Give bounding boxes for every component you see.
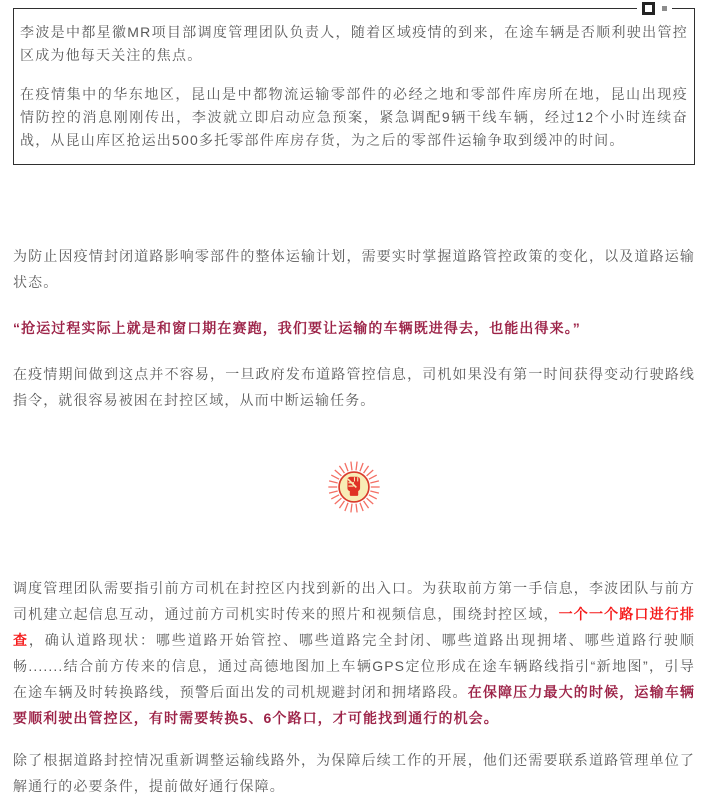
text-segment: 一个一个路口进行排查	[13, 606, 695, 648]
pull-quote: “抢运过程实际上就是和窗口期在赛跑，我们要让运输的车辆既进得去，也能出得来。”	[13, 320, 581, 336]
intro-paragraph-1: 李波是中都星徽MR项目部调度管理团队负责人，随着区域疫情的到来，在途车辆是否顺利驶出管控区成为他每天关注的焦点。	[20, 24, 688, 63]
dot-ornament-icon	[662, 6, 667, 11]
text-segment: 调度管理团队需要指引前方司机在封控区内找到新的出入口。为获取前方第一手信息，李波团队与前方司机建立起信息互动，通过前方司机实时传来的照片和视频信息，围绕封控区域，	[13, 580, 695, 622]
paragraph-closing: 除了根据道路封控情况重新调整运输线路外，为保障后续工作的开展，他们还需要联系道路管理单位了解通行的必要条件，提前做好通行保障。	[13, 752, 695, 794]
text-segment: 在保障压力最大的时候，运输车辆要顺利驶出管控区，有时需要转换5、6个路口，才可能找到通行的机会。	[13, 684, 695, 726]
intro-paragraph-2: 在疫情集中的华东地区，昆山是中都物流运输零部件的必经之地和零部件库房所在地，昆山出现疫情防控的消息刚刚传出，李波就立即启动应急预案，紧急调配9辆干线车辆，经过12个小时连续奋战，从昆山库区抢运出500多托零部件库房存货，为之后的零部件运输争取到缓冲的时间。	[20, 86, 688, 148]
border-ornament	[637, 0, 672, 17]
paragraph-dispatch	[13, 575, 695, 731]
article-page	[0, 8, 707, 794]
window-square-ornament-icon	[642, 2, 655, 15]
intro-quote-box	[13, 8, 695, 165]
fist-emblem	[0, 459, 707, 515]
paragraph-difficulty: 在疫情期间做到这点并不容易，一旦政府发布道路管控信息，司机如果没有第一时间获得变动行驶路线指令，就很容易被困在封控区域，从而中断运输任务。	[13, 366, 695, 408]
text-segment: ，确认道路现状：哪些道路开始管控、哪些道路完全封闭、哪些道路出现拥堵、哪些道路行驶顺畅.......结合前方传来的信息，通过高德地图加上车辆GPS定位形成在途车辆路线指引“新地图”，引导在途车辆及时转换路线，预警后面出发的司机规避封闭和拥堵路段。	[13, 632, 695, 700]
raised-fist-icon	[326, 459, 382, 515]
paragraph-transport-plan: 为防止因疫情封闭道路影响零部件的整体运输计划，需要实时掌握道路管控政策的变化，以及道路运输状态。	[13, 248, 695, 290]
